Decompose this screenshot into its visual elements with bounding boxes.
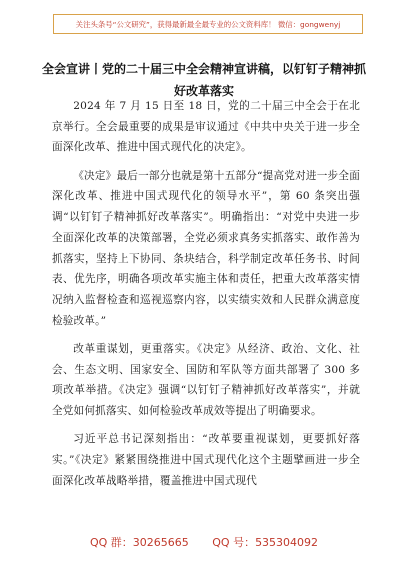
paragraph-4: 习近平总书记深刻指出：“改革要重视谋划，更要抓好落实。”《决定》紧紧围绕推进中国式现代化这个主题擘画进一步全面深化改革战略举措，覆盖推进中国式现代 [52, 433, 360, 487]
promo-banner: 关注头条号“公文研究”，获得最新最全最专业的公文资料库！ 微信：gongwenyj [53, 14, 363, 34]
paragraph-1: 2024 年 7 月 15 日至 18 日，党的二十届三中全会于在北京举行。全会最重要的成果是审议通过《中共中央关于进一步全面深化改革、推进中国式现代化的决定》。 [52, 100, 360, 154]
paragraph-3: 改革重谋划，更重落实。《决定》从经济、政治、文化、社会、生态文明、国家安全、国防和军队等方面共部署了 300 多项改革举措。《决定》强调“以钉钉子精神抓好改革落实”，并就全党如何抓落实、如何检验改革成效等提出了明确要求。 [52, 342, 360, 418]
document-body [52, 96, 360, 499]
document-title: 全会宣讲丨党的二十届三中全会精神宣讲稿，以钉钉子精神抓好改革落实 [41, 62, 366, 98]
page-footer [0, 534, 408, 550]
paragraph-2: 《决定》最后一部分也就是第十五部分“提高党对进一步全面深化改革、推进中国式现代化的领导水平”，第 60 条突出强调“以钉钉子精神抓好改革落实”。明确指出：“对党中央进一步全面深化改革的决策部署，全党必须求真务实抓落实、敢作善为抓落实，坚持上下协同、条块结合，科学制定改革任务书、时间表、优先序，明确各项改革实施主体和责任，把重大改革落实情况纳入监督检查和巡视巡察内容，以实绩实效和人民群众满意度检验改革。” [52, 169, 360, 327]
qq-number-text: QQ 号：535304092 [212, 536, 319, 549]
qq-group-text: QQ 群：30265665 [89, 536, 189, 549]
